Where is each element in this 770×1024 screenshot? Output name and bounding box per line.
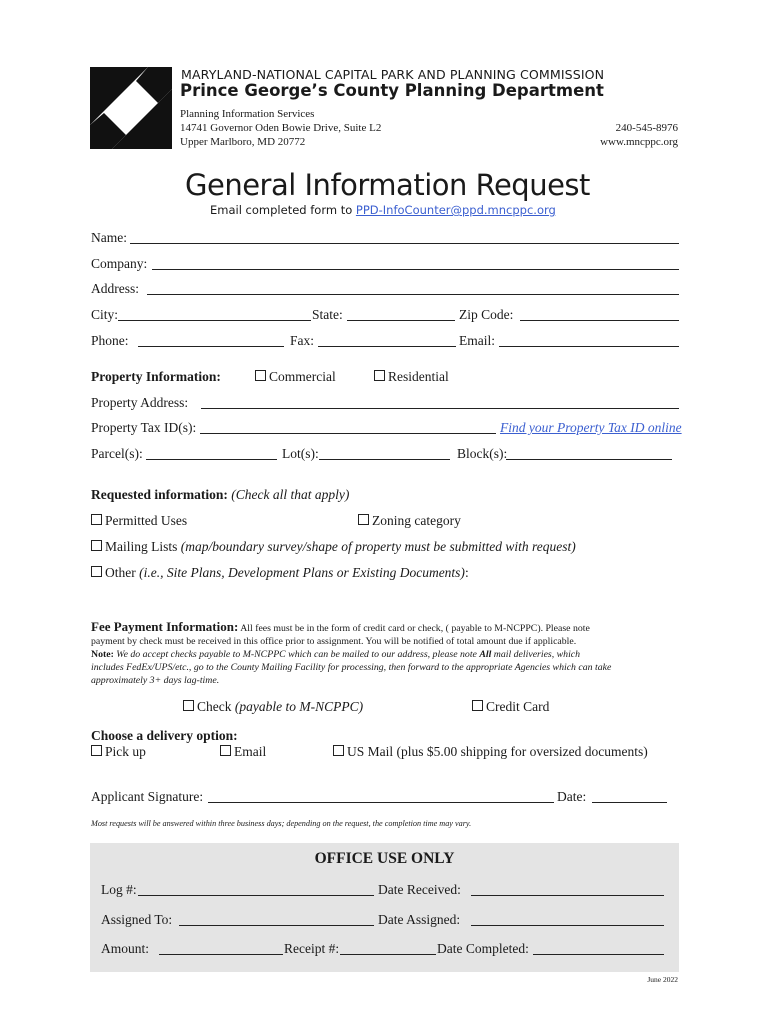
name-field[interactable] xyxy=(130,243,679,244)
lot-label: Lot(s): xyxy=(282,446,319,461)
check-payment-checkbox[interactable] xyxy=(183,700,194,711)
other-checkbox[interactable] xyxy=(91,566,102,577)
street-address: 14741 Governor Oden Bowie Drive, Suite L2 xyxy=(180,122,382,134)
office-use-panel xyxy=(90,843,679,972)
email-instruction xyxy=(210,203,556,217)
email-field[interactable] xyxy=(499,346,679,347)
city-label: City: xyxy=(91,307,119,322)
zip-field[interactable] xyxy=(520,320,679,321)
mailing-lists-checkbox[interactable] xyxy=(91,540,102,551)
us-mail-option[interactable] xyxy=(333,744,648,760)
log-number-label: Log #: xyxy=(101,882,137,897)
email-delivery-checkbox[interactable] xyxy=(220,745,231,756)
fee-note-2: mail deliveries, which xyxy=(491,649,581,660)
zoning-category-checkbox[interactable] xyxy=(358,514,369,525)
company-field[interactable] xyxy=(152,269,679,270)
fee-note-3: includes FedEx/UPS/etc., go to the County Mailing Facility for processing, then forward to the appropriate Agencies which can take xyxy=(91,662,612,673)
permitted-uses-option[interactable] xyxy=(91,513,187,529)
amount-label: Amount: xyxy=(101,941,150,956)
date-assigned-field[interactable] xyxy=(471,925,664,926)
requested-heading xyxy=(91,487,349,503)
tax-id-lookup-link[interactable]: Find your Property Tax ID online xyxy=(500,420,682,435)
credit-card-checkbox[interactable] xyxy=(472,700,483,711)
office-name: Planning Information Services xyxy=(180,108,315,120)
fee-text-1: All fees must be in the form of credit card or check, ( payable to M-NCPPC). Please note xyxy=(238,623,590,634)
date-received-label: Date Received: xyxy=(378,882,461,897)
pickup-label: Pick up xyxy=(105,744,146,759)
city-address: Upper Marlboro, MD 20772 xyxy=(180,136,306,148)
requested-note: (Check all that apply) xyxy=(231,487,350,502)
commercial-option[interactable] xyxy=(255,369,336,385)
signature-date-field[interactable] xyxy=(592,802,667,803)
other-option[interactable] xyxy=(91,565,469,581)
residential-option[interactable] xyxy=(374,369,449,385)
address-field[interactable] xyxy=(147,294,679,295)
receipt-number-field[interactable] xyxy=(340,954,436,955)
header-phone: 240-545-8976 xyxy=(615,122,678,134)
email-label: Email: xyxy=(459,333,495,348)
phone-label: Phone: xyxy=(91,333,129,348)
us-mail-label: US Mail (plus $5.00 shipping for oversized documents) xyxy=(347,744,648,759)
submit-email-link[interactable]: PPD-InfoCounter@ppd.mncppc.org xyxy=(355,203,556,217)
parcel-field[interactable] xyxy=(146,459,277,460)
email-instruction-text: Email completed form to xyxy=(210,203,356,217)
office-use-title: OFFICE USE ONLY xyxy=(314,850,455,867)
other-colon: : xyxy=(464,565,469,580)
fee-paragraph xyxy=(91,620,691,687)
credit-card-label: Credit Card xyxy=(486,699,550,714)
mailing-lists-label: Mailing Lists xyxy=(105,539,178,554)
residential-checkbox[interactable] xyxy=(374,370,385,381)
fee-note-label: Note: xyxy=(91,649,114,660)
company-label: Company: xyxy=(91,256,148,271)
receipt-number-label: Receipt #: xyxy=(284,941,340,956)
fee-note-4: approximately 3+ days lag-time. xyxy=(91,675,220,686)
other-note: (i.e., Site Plans, Development Plans or Existing Documents) xyxy=(139,565,465,580)
pickup-checkbox[interactable] xyxy=(91,745,102,756)
mncppc-logo xyxy=(90,67,172,149)
address-label: Address: xyxy=(91,281,139,296)
tax-id-label: Property Tax ID(s): xyxy=(91,420,197,435)
response-time-note: Most requests will be answered within three business days; depending on the request, the completion time may vary. xyxy=(91,819,472,828)
name-label: Name: xyxy=(91,230,127,245)
lot-field[interactable] xyxy=(319,459,450,460)
fax-label: Fax: xyxy=(290,333,315,348)
fee-text-2: payment by check must be received in this office prior to assignment. You will be notified of total amount due if applicable. xyxy=(91,636,577,647)
pickup-option[interactable] xyxy=(91,744,146,760)
requested-heading-text: Requested information: xyxy=(91,487,228,502)
email-delivery-option[interactable] xyxy=(220,744,266,760)
header-website: www.mncppc.org xyxy=(600,136,678,148)
other-label: Other xyxy=(105,565,136,580)
permitted-uses-checkbox[interactable] xyxy=(91,514,102,525)
phone-field[interactable] xyxy=(138,346,284,347)
delivery-heading: Choose a delivery option: xyxy=(91,728,238,743)
us-mail-checkbox[interactable] xyxy=(333,745,344,756)
block-label: Block(s): xyxy=(457,446,508,461)
credit-card-option[interactable] xyxy=(472,699,549,715)
signature-field[interactable] xyxy=(208,802,554,803)
tax-id-field[interactable] xyxy=(200,433,496,434)
state-label: State: xyxy=(312,307,343,322)
fax-field[interactable] xyxy=(318,346,456,347)
residential-label: Residential xyxy=(388,369,449,384)
zip-label: Zip Code: xyxy=(459,307,514,322)
assigned-to-field[interactable] xyxy=(179,925,374,926)
block-field[interactable] xyxy=(506,459,672,460)
date-completed-label: Date Completed: xyxy=(437,941,529,956)
department-name: Prince George’s County Planning Department xyxy=(180,81,604,100)
commission-name: MARYLAND-NATIONAL CAPITAL PARK AND PLANNING COMMISSION xyxy=(181,67,605,82)
property-address-field[interactable] xyxy=(201,408,679,409)
email-delivery-label: Email xyxy=(234,744,267,759)
property-address-label: Property Address: xyxy=(91,395,189,410)
date-assigned-label: Date Assigned: xyxy=(378,912,461,927)
date-completed-field[interactable] xyxy=(533,954,664,955)
fee-note-1: We do accept checks payable to M-NCPPC which can be mailed to our address, please note xyxy=(113,649,480,660)
permitted-uses-label: Permitted Uses xyxy=(105,513,188,528)
commercial-label: Commercial xyxy=(269,369,336,384)
state-field[interactable] xyxy=(347,320,455,321)
zoning-category-label: Zoning category xyxy=(372,513,461,528)
log-number-field[interactable] xyxy=(138,895,374,896)
signature-label: Applicant Signature: xyxy=(91,789,204,804)
signature-date-label: Date: xyxy=(557,789,587,804)
parcel-label: Parcel(s): xyxy=(91,446,143,461)
mailing-lists-note: (map/boundary survey/shape of property must be submitted with request) xyxy=(180,539,576,554)
amount-field[interactable] xyxy=(159,954,283,955)
property-heading: Property Information: xyxy=(91,369,221,384)
commercial-checkbox[interactable] xyxy=(255,370,266,381)
assigned-to-label: Assigned To: xyxy=(101,912,173,927)
fee-note-all: All xyxy=(479,649,492,660)
mailing-lists-option[interactable] xyxy=(91,539,576,555)
revision-date: June 2022 xyxy=(647,975,678,984)
page-title: General Information Request xyxy=(185,168,590,202)
city-field[interactable] xyxy=(118,320,311,321)
check-payment-label: Check xyxy=(197,699,232,714)
check-payment-note: (payable to M-NCPPC) xyxy=(234,699,364,714)
fee-heading: Fee Payment Information: xyxy=(91,619,239,634)
zoning-category-option[interactable] xyxy=(358,513,461,529)
date-received-field[interactable] xyxy=(471,895,664,896)
check-payment-option[interactable] xyxy=(183,699,363,715)
